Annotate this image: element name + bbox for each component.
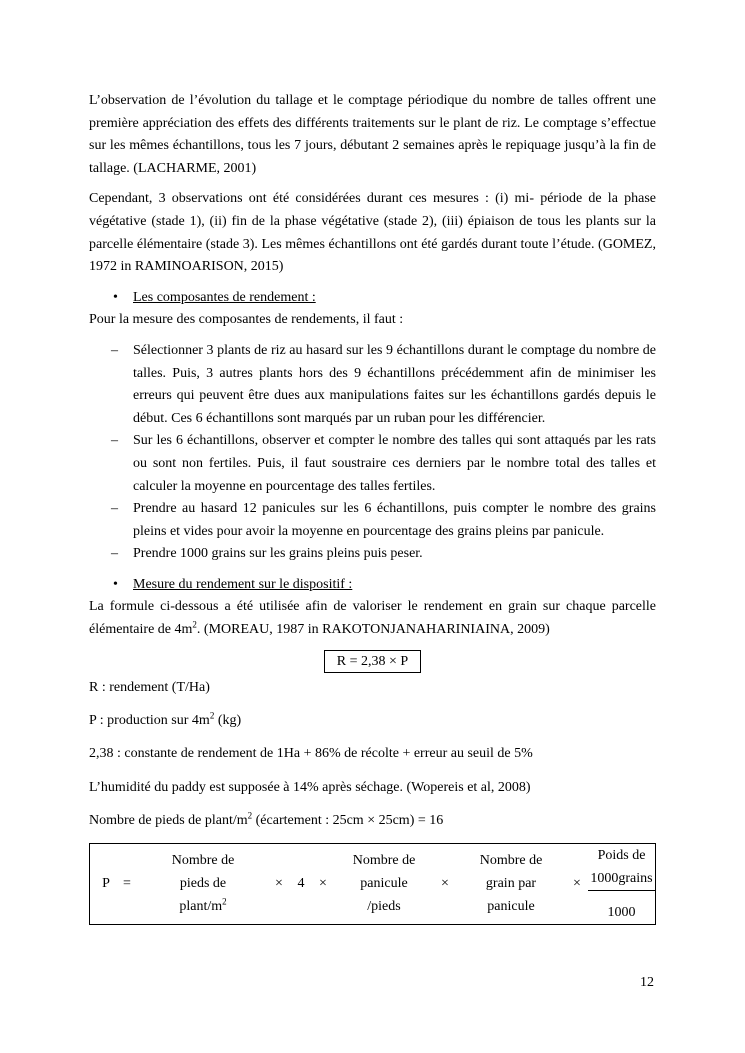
- production-formula-table: [89, 843, 656, 925]
- symbol-times: ×: [319, 876, 327, 892]
- fraction-poids: [588, 843, 656, 924]
- fraction-numerator: Poids de 1000grains: [588, 844, 655, 891]
- dash-icon: –: [111, 501, 118, 517]
- dash-icon: –: [111, 433, 118, 449]
- definition-p: P : production sur $4m^2$ (kg): [89, 710, 242, 729]
- heading-mesure: Mesure du rendement sur le dispositif :: [133, 576, 353, 592]
- intro-formule: La formule ci-dessous a été utilisée afin de valoriser le rendement en grain sur chaque parcelle élémentaire de $4m^2$. (MOREAU, 1987 in RAKOTONJANAHARINIAINA, 2009): [89, 599, 656, 638]
- list-item: [89, 543, 656, 566]
- symbol-times: ×: [441, 876, 449, 892]
- dash-icon: –: [111, 342, 118, 358]
- factor-grains: Nombre de grain par panicule: [479, 853, 543, 915]
- fraction-denominator: 1000: [607, 904, 636, 920]
- factor-four: 4: [297, 876, 305, 892]
- bullet-icon: •: [113, 576, 118, 592]
- density-line: Nombre de pieds de plant/$m^2$ (écartement : 25cm × 25cm) = 16: [89, 809, 444, 828]
- symbol-p: P: [102, 876, 110, 892]
- list-item: [89, 498, 656, 543]
- list-item: [89, 340, 656, 430]
- paragraph-observations: Cependant, 3 observations ont été considérées durant ces mesures : (i) mi- période de la phase végétative (stade 1), (ii) fin de la phase végétative (stade 2), (iii) épiaison de tous les plants sur la parcelle élémentaire (stade 3). Les mêmes échantillons ont été gardés durant toute l’étude. (GOMEZ, 1972 in RAMINOARISON, 2015): [89, 191, 656, 275]
- heading-composantes: Les composantes de rendement :: [133, 289, 316, 305]
- symbol-times: ×: [573, 876, 581, 892]
- bullet-icon: •: [113, 289, 118, 305]
- definition-constante: 2,38 : constante de rendement de 1Ha + 86% de récolte + erreur au seuil de 5%: [89, 746, 533, 762]
- formula-container: [89, 650, 656, 674]
- formula-box: R = 2,38 × P: [324, 650, 421, 673]
- list-item: [89, 430, 656, 498]
- dash-icon: –: [111, 546, 118, 562]
- composantes-list: [89, 340, 656, 566]
- factor-panicule: Nombre de panicule /pieds: [352, 853, 416, 915]
- list-item-text: Prendre au hasard 12 panicules sur les 6 échantillons, puis compter le nombre des grains pleins et vides pour avoir la moyenne en pourcentage des grains pleins par panicule.: [133, 501, 656, 539]
- section-heading-composantes: [89, 287, 656, 310]
- document-page: [89, 90, 656, 925]
- humidity-note: L’humidité du paddy est supposée à 14% après séchage. (Wopereis et al, 2008): [89, 779, 531, 795]
- definition-r: R : rendement (T/Ha): [89, 680, 210, 696]
- paragraph-tallage: L’observation de l’évolution du tallage et le comptage périodique du nombre de talles offrent une première appréciation des effets des différents traitements sur le plant de riz. Le comptage s’effectue sur les mêmes échantillons, tous les 7 jours, débutant 2 semaines après le repiquage jusqu’à la fin de tallage. (LACHARME, 2001): [89, 93, 656, 176]
- factor-pieds: Nombre de pieds de plant/$m^2$: [171, 853, 235, 915]
- page-number: 12: [640, 975, 654, 990]
- symbol-equals: =: [123, 876, 131, 892]
- intro-composantes: Pour la mesure des composantes de rendements, il faut :: [89, 312, 404, 328]
- list-item-text: Sur les 6 échantillons, observer et compter le nombre des talles qui sont attaqués par les rats ou sont non fertiles. Puis, il faut soustraire ces derniers par le nombre total des talles et calculer la moyenne en pourcentage des talles fertiles.: [133, 433, 656, 494]
- section-heading-mesure: [89, 574, 656, 597]
- symbol-times: ×: [275, 876, 283, 892]
- list-item-text: Prendre 1000 grains sur les grains pleins puis peser.: [133, 546, 423, 562]
- list-item-text: Sélectionner 3 plants de riz au hasard sur les 9 échantillons durant le comptage du nombre de talles. Puis, 3 autres plants hors des 9 échantillons précédemment afin de minimiser les erreurs qui peuvent être dues aux manipulations faites sur les échantillons gardés depuis le début. Ces 6 échantillons sont marqués par un ruban pour les différencier.: [133, 342, 656, 426]
